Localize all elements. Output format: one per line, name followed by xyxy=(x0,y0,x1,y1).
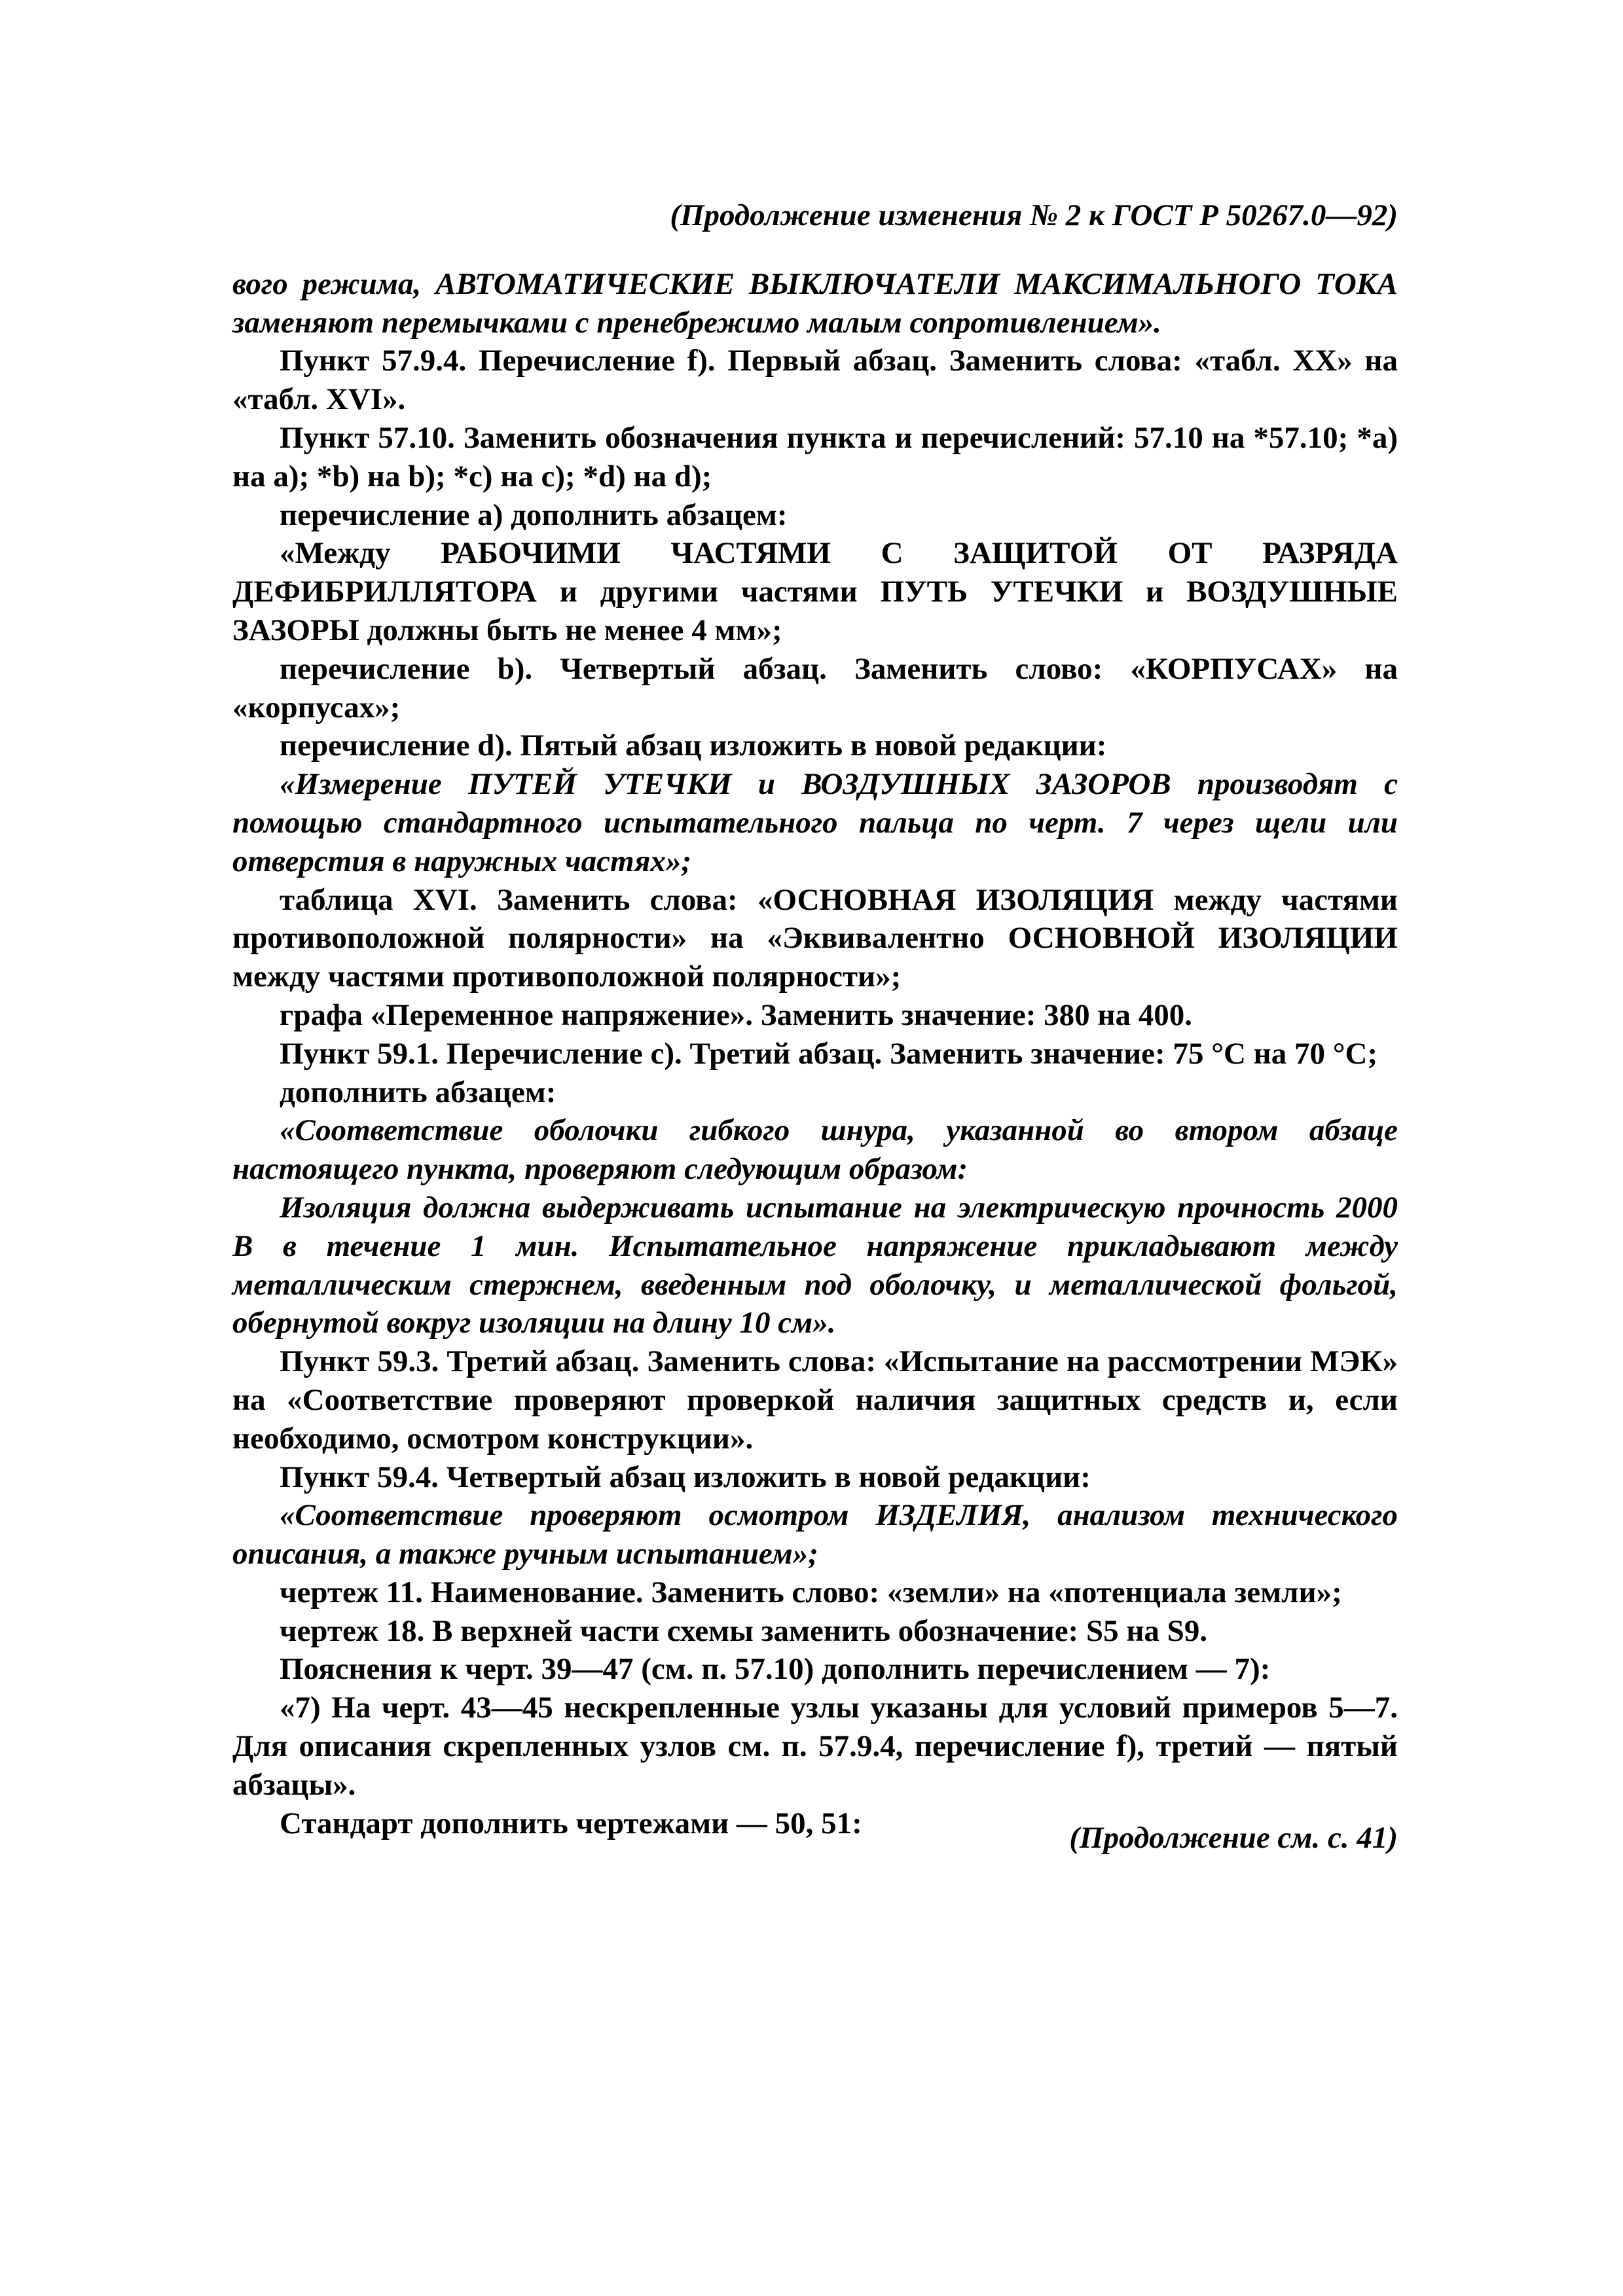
paragraph: «7) На черт. 43—45 нескрепленные узлы указаны для условий примеров 5—7. Для описания скрепленных узлов см. п. 57.9.4, перечисление f), третий — пятый абзацы». xyxy=(232,1691,1398,1802)
paragraph: графа «Переменное напряжение». Заменить значение: 380 на 400. xyxy=(280,997,1193,1032)
final-line xyxy=(232,1804,1398,1857)
paragraph: Изоляция должна выдерживать испытание на электрическую прочность 2000 В в течение 1 мин. Испытательное напряжение прикладывают между металлическим стержнем, введенным под оболочку, и металлической фольгой, обернутой вокруг изоляции на длину 10 см». xyxy=(232,1190,1398,1340)
paragraph: чертеж 11. Наименование. Заменить слово: «земли» на «потенциала земли»; xyxy=(280,1575,1342,1609)
paragraph: Пункт 59.1. Перечисление c). Третий абзац. Заменить значение: 75 °С на 70 °С; xyxy=(280,1036,1378,1071)
paragraph: «Между РАБОЧИМИ ЧАСТЯМИ С ЗАЩИТОЙ ОТ РАЗРЯДА ДЕФИБРИЛЛЯТОРА и другими частями ПУТЬ УТЕЧКИ и ВОЗДУШНЫЕ ЗАЗОРЫ должны быть не менее 4 мм»; xyxy=(232,536,1398,647)
paragraph: Пункт 59.4. Четвертый абзац изложить в новой редакции: xyxy=(280,1460,1091,1494)
paragraph: «Соответствие оболочки гибкого шнура, указанной во втором абзаце настоящего пункта, проверяют следующим образом: xyxy=(232,1113,1398,1187)
paragraph: «Соответствие проверяют осмотром ИЗДЕЛИЯ, анализом технического описания, а также ручным испытанием»; xyxy=(232,1498,1398,1571)
document-body xyxy=(232,196,1398,1857)
continuation-note: (Продолжение см. с. 41) xyxy=(1069,1820,1398,1855)
paragraph: Пункт 57.9.4. Перечисление f). Первый абзац. Заменить слова: «табл. XX» на «табл. XVI». xyxy=(232,344,1398,417)
paragraph: перечисление a) дополнить абзацем: xyxy=(280,497,788,532)
final-paragraph: Стандарт дополнить чертежами — 50, 51: xyxy=(280,1806,862,1840)
paragraph: дополнить абзацем: xyxy=(280,1075,556,1109)
paragraph: вого режима, АВТОМАТИЧЕСКИЕ ВЫКЛЮЧАТЕЛИ МАКСИМАЛЬНОГО ТОКА заменяют перемычками с пренебрежимо малым сопротивлением». xyxy=(232,266,1398,340)
paragraph: «Измерение ПУТЕЙ УТЕЧКИ и ВОЗДУШНЫХ ЗАЗОРОВ производят с помощью стандартного испытательного пальца по черт. 7 через щели или отверстия в наружных частях»; xyxy=(232,767,1398,878)
paragraph: таблица XVI. Заменить слова: «ОСНОВНАЯ ИЗОЛЯЦИЯ между частями противоположной полярности» на «Эквивалентно ОСНОВНОЙ ИЗОЛЯЦИИ между частями противоположной полярности»; xyxy=(232,882,1398,994)
paragraph: Пояснения к черт. 39—47 (см. п. 57.10) дополнить перечислением — 7): xyxy=(280,1652,1271,1687)
paragraph: Пункт 59.3. Третий абзац. Заменить слова: «Испытание на рассмотрении МЭК» на «Соответствие проверяют проверкой наличия защитных средств и, если необходимо, осмотром конструкции». xyxy=(232,1344,1398,1456)
paragraph: перечисление d). Пятый абзац изложить в новой редакции: xyxy=(280,728,1107,763)
paragraph: Пункт 57.10. Заменить обозначения пункта и перечислений: 57.10 на *57.10; *a) на a); *b) на b); *c) на c); *d) на d); xyxy=(232,420,1398,493)
page-header: (Продолжение изменения № 2 к ГОСТ Р 50267.0—92) xyxy=(670,198,1398,232)
paragraph: перечисление b). Четвертый абзац. Заменить слово: «КОРПУСАХ» на «корпусах»; xyxy=(232,651,1398,725)
paragraph: чертеж 18. В верхней части схемы заменить обозначение: S5 на S9. xyxy=(280,1613,1208,1648)
